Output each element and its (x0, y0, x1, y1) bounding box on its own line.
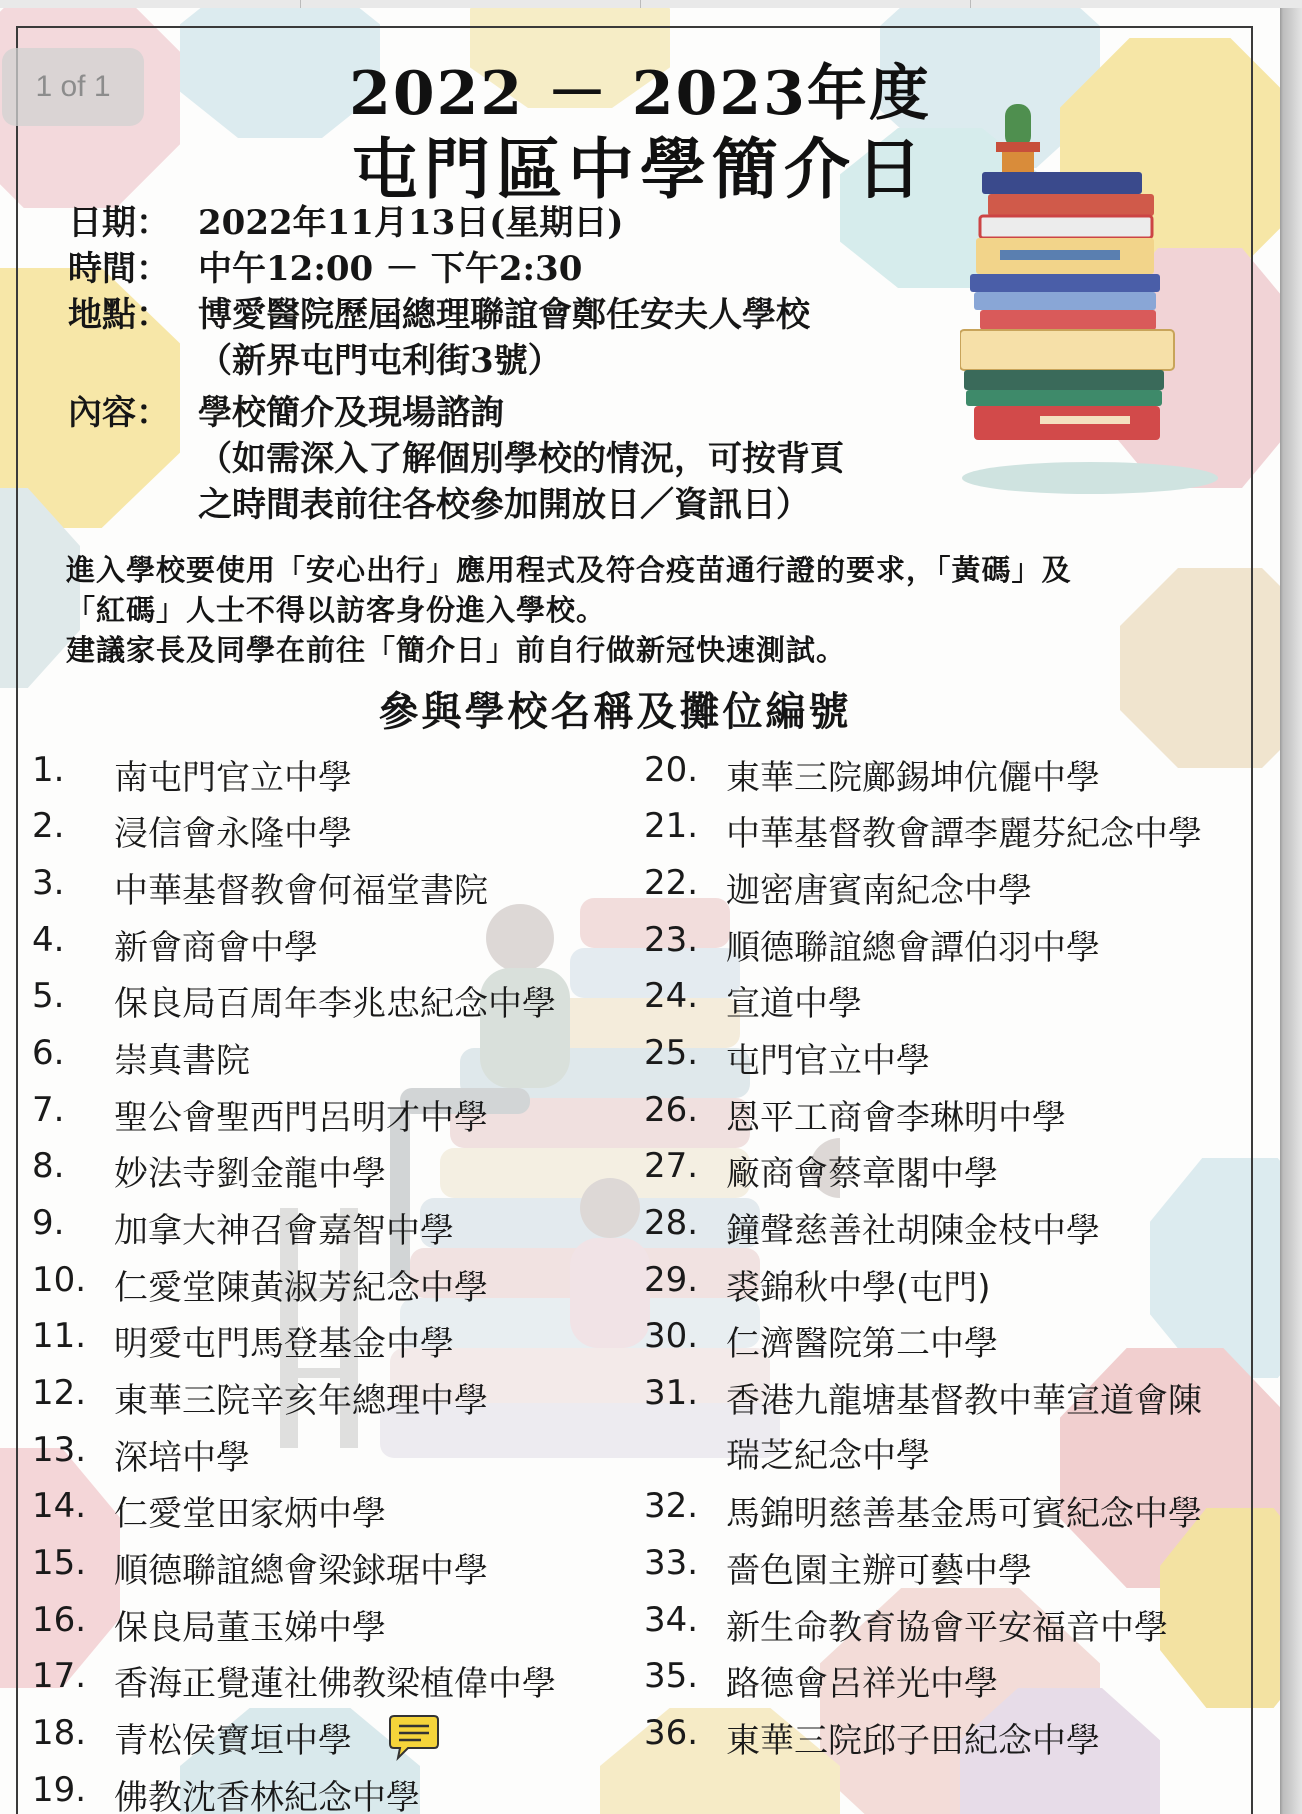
school-name: 東華三院辛亥年總理中學 (114, 1381, 488, 1421)
school-number: 11. (32, 1316, 87, 1356)
school-name: 馬錦明慈善基金馬可賓紀念中學 (726, 1494, 1202, 1534)
comment-icon[interactable] (388, 1714, 440, 1762)
school-name: 東華三院鄺錫坤伉儷中學 (726, 758, 1100, 798)
info-label: 時間： (68, 249, 170, 289)
poster-title-year: 2022 － 2023年度 (349, 59, 931, 129)
notice-line: 建議家長及同學在前往「簡介日」前自行做新冠快速測試。 (66, 633, 847, 667)
info-value: 之時間表前往各校參加開放日／資訊日） (198, 485, 810, 525)
info-value: （新界屯門屯利街3號） (198, 341, 562, 381)
school-number: 16. (32, 1600, 87, 1640)
school-name: 佛教沈香林紀念中學 (114, 1778, 420, 1814)
school-number: 4. (32, 920, 65, 960)
school-number: 7. (32, 1090, 65, 1130)
school-number: 24. (644, 976, 699, 1016)
school-name: 加拿大神召會嘉智中學 (114, 1211, 454, 1251)
school-number: 21. (644, 806, 699, 846)
school-number: 12. (32, 1373, 87, 1413)
school-name: 東華三院邱子田紀念中學 (726, 1721, 1100, 1761)
school-name: 順德聯誼總會譚伯羽中學 (726, 928, 1100, 968)
school-name: 順德聯誼總會梁銶琚中學 (114, 1551, 488, 1591)
school-number: 36. (644, 1713, 699, 1753)
school-list-heading: 參與學校名稱及攤位編號 (378, 688, 852, 735)
school-number: 22. (644, 863, 699, 903)
school-number: 29. (644, 1260, 699, 1300)
school-number: 32. (644, 1486, 699, 1526)
school-number: 23. (644, 920, 699, 960)
info-value: 中午12:00 － 下午2:30 (198, 249, 583, 289)
school-number: 10. (32, 1260, 87, 1300)
school-name: 浸信會永隆中學 (114, 814, 352, 854)
notice-line: 進入學校要使用「安心出行」應用程式及符合疫苗通行證的要求，「黃碼」及 (66, 553, 1072, 587)
notice-line: 「紅碼」人士不得以訪客身份進入學校。 (66, 593, 607, 627)
school-number: 18. (32, 1713, 87, 1753)
document-page (0, 8, 1280, 1814)
school-name: 香港九龍塘基督教中華宣道會陳 (726, 1381, 1202, 1421)
school-name: 新生命教育協會平安福音中學 (726, 1608, 1168, 1648)
info-label: 日期： (68, 203, 170, 243)
school-number: 15. (32, 1543, 87, 1583)
school-name: 鐘聲慈善社胡陳金枝中學 (726, 1211, 1100, 1251)
school-name: 聖公會聖西門呂明才中學 (114, 1098, 488, 1138)
school-number: 13. (32, 1430, 87, 1470)
info-label: 地點： (68, 295, 170, 335)
info-value: 學校簡介及現場諮詢 (198, 393, 504, 433)
school-name: 中華基督教會何福堂書院 (114, 871, 488, 911)
info-content (68, 390, 504, 436)
school-number: 35. (644, 1656, 699, 1696)
info-venue (68, 292, 810, 338)
info-label: 內容： (68, 393, 170, 433)
school-name: 保良局百周年李兆忠紀念中學 (114, 984, 556, 1024)
school-number: 31. (644, 1373, 699, 1413)
school-name: 路德會呂祥光中學 (726, 1664, 998, 1704)
school-name: 明愛屯門馬登基金中學 (114, 1324, 454, 1364)
school-number: 27. (644, 1146, 699, 1186)
info-value: 2022年11月13日(星期日) (198, 203, 624, 243)
info-value: 博愛醫院歷屆總理聯誼會鄭任安夫人學校 (198, 295, 810, 335)
school-number: 30. (644, 1316, 699, 1356)
school-number: 3. (32, 863, 65, 903)
info-value: （如需深入了解個別學校的情況，可按背頁 (198, 439, 844, 479)
school-number: 20. (644, 750, 699, 790)
school-number: 2. (32, 806, 65, 846)
school-name: 廠商會蔡章閣中學 (726, 1154, 998, 1194)
school-name: 妙法寺劉金龍中學 (114, 1154, 386, 1194)
school-number: 14. (32, 1486, 87, 1526)
school-number: 26. (644, 1090, 699, 1130)
school-name: 宣道中學 (726, 984, 862, 1024)
school-name: 崇真書院 (114, 1041, 250, 1081)
info-content-note (68, 436, 844, 482)
school-name: 屯門官立中學 (726, 1041, 930, 1081)
school-name: 深培中學 (114, 1438, 250, 1478)
school-number: 5. (32, 976, 65, 1016)
school-number: 33. (644, 1543, 699, 1583)
info-date (68, 200, 624, 246)
school-name: 中華基督教會譚李麗芬紀念中學 (726, 814, 1202, 854)
school-number: 19. (32, 1770, 87, 1810)
school-name: 新會商會中學 (114, 928, 318, 968)
school-name: 裘錦秋中學(屯門) (726, 1268, 991, 1308)
school-number: 9. (32, 1203, 65, 1243)
school-number: 34. (644, 1600, 699, 1640)
school-number: 1. (32, 750, 65, 790)
school-number: 8. (32, 1146, 65, 1186)
school-number: 25. (644, 1033, 699, 1073)
school-name: 保良局董玉娣中學 (114, 1608, 386, 1648)
school-name: 仁濟醫院第二中學 (726, 1324, 998, 1364)
school-name: 仁愛堂陳黃淑芳紀念中學 (114, 1268, 488, 1308)
info-venue-address (68, 338, 562, 384)
school-name: 恩平工商會李琳明中學 (726, 1098, 1066, 1138)
page-edge-shadow (1280, 8, 1302, 1814)
page-counter: 1 of 1 (2, 48, 144, 126)
poster-title: 屯門區中學簡介日 (352, 130, 928, 208)
school-name: 迦密唐賓南紀念中學 (726, 871, 1032, 911)
school-name: 南屯門官立中學 (114, 758, 352, 798)
school-name: 香海正覺蓮社佛教梁植偉中學 (114, 1664, 556, 1704)
school-name: 仁愛堂田家炳中學 (114, 1494, 386, 1534)
school-number: 28. (644, 1203, 699, 1243)
school-number: 6. (32, 1033, 65, 1073)
school-name: 嗇色園主辦可藝中學 (726, 1551, 1032, 1591)
school-name: 瑞芝紀念中學 (726, 1436, 930, 1476)
info-time (68, 246, 583, 292)
school-name: 青松侯寶垣中學 (114, 1721, 352, 1761)
school-number: 17. (32, 1656, 87, 1696)
info-content-note (68, 482, 810, 528)
